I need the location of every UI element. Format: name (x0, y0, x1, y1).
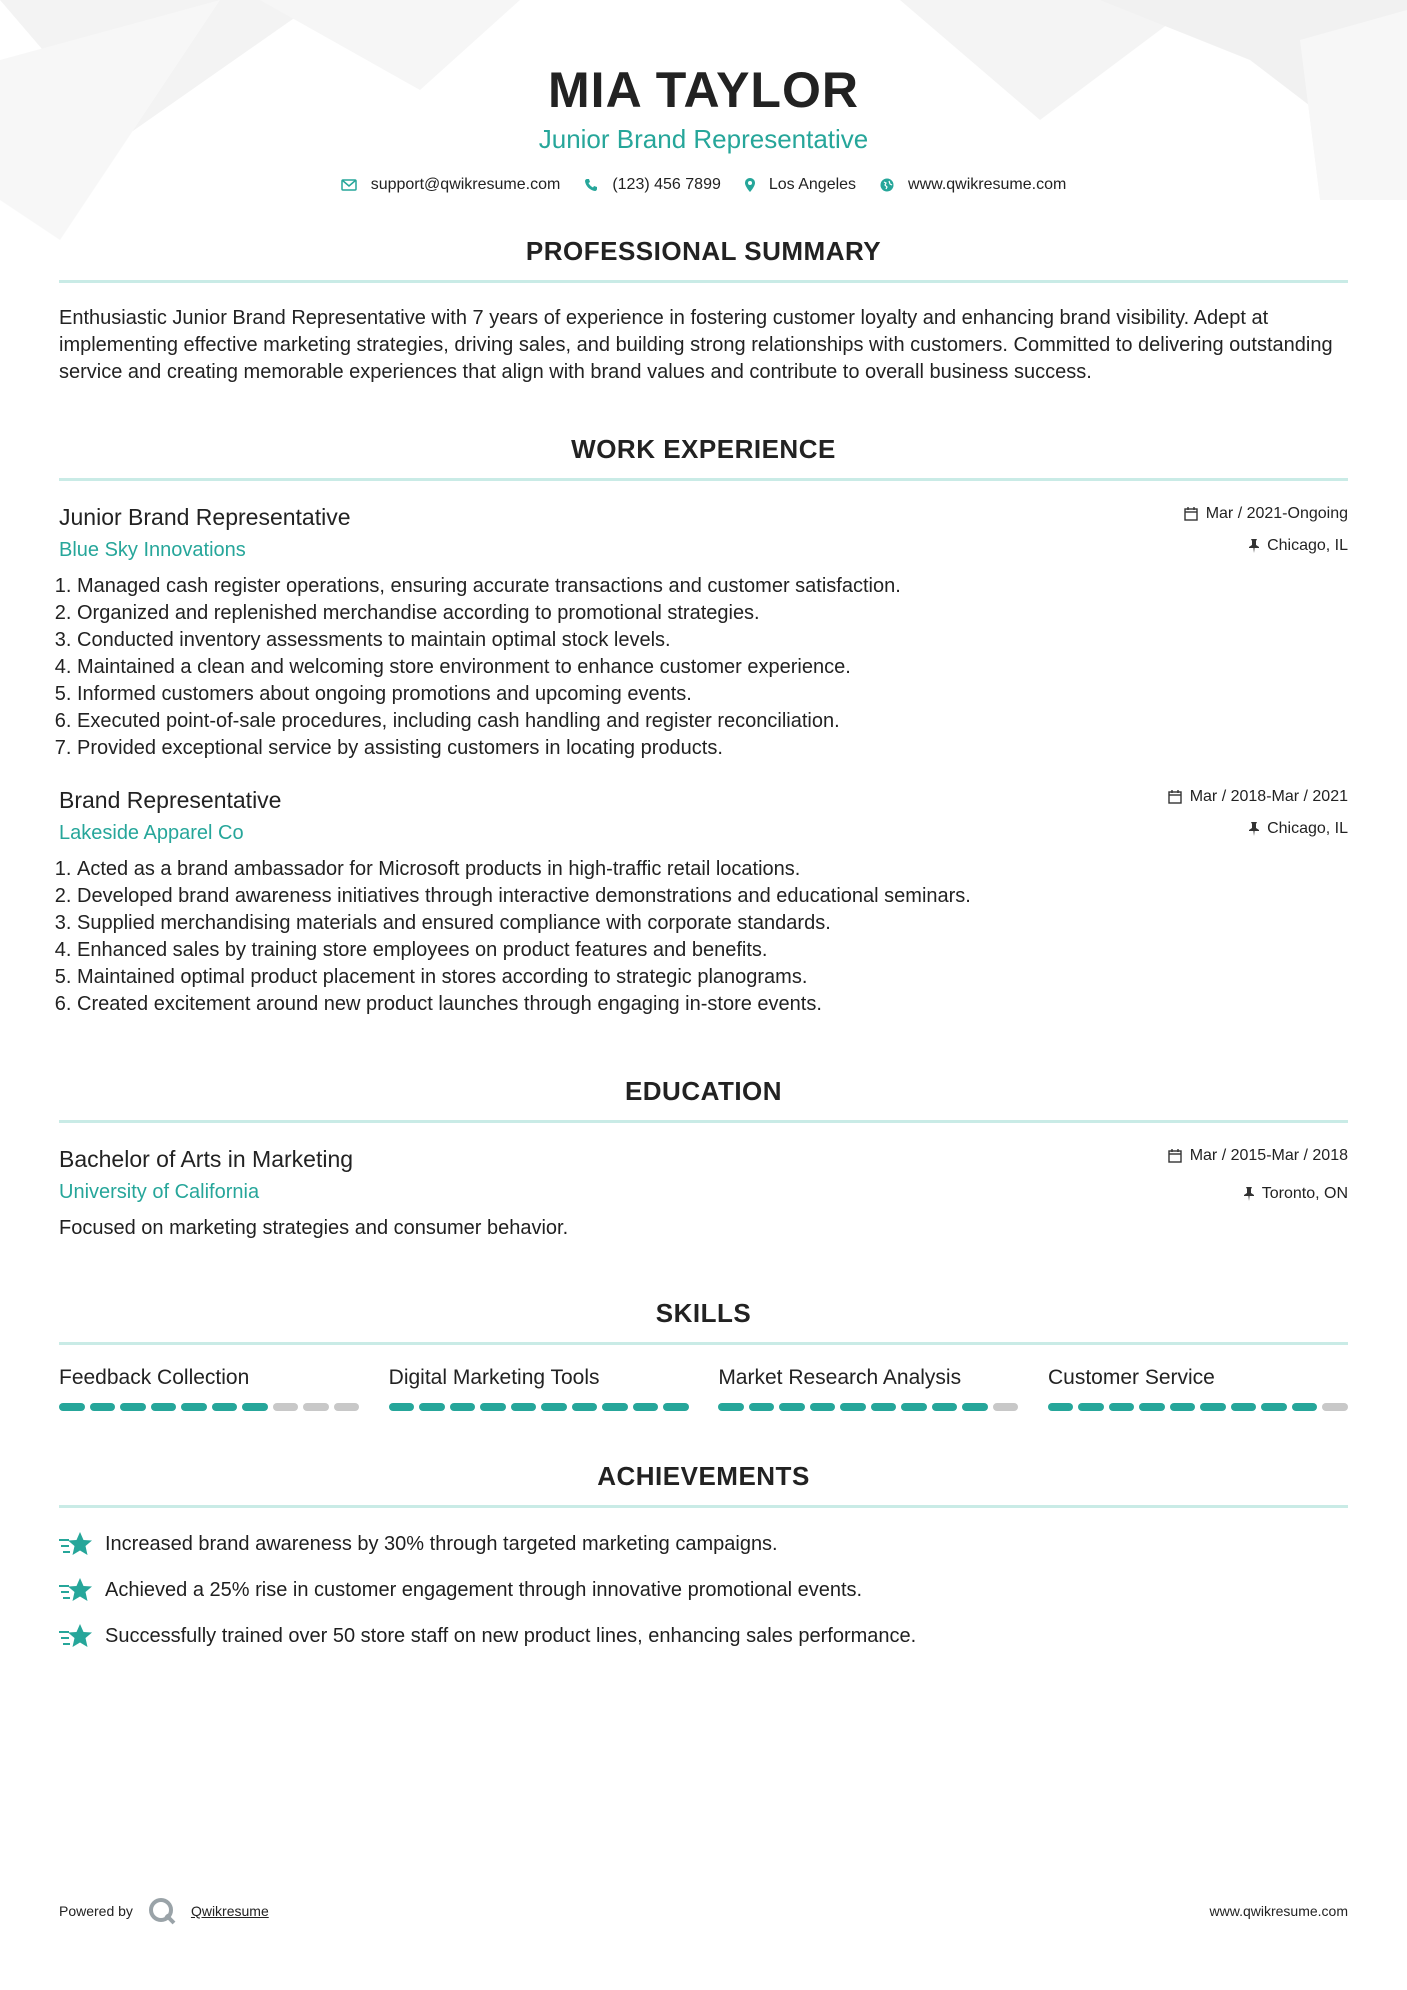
skills-grid (59, 1365, 1348, 1411)
skill-segment-filled (389, 1403, 415, 1411)
job-entry (59, 503, 1348, 762)
list-item: 4. Maintained a clean and welcoming store environment to enhance customer experience. (77, 654, 1348, 681)
list-item: 5. Informed customers about ongoing promotions and upcoming events. (77, 681, 1348, 708)
candidate-role: Junior Brand Representative (538, 124, 869, 154)
education-heading: EDUCATION (624, 1076, 783, 1106)
skill-segment-filled (840, 1403, 866, 1411)
skill-segment-filled (663, 1403, 689, 1411)
education-entry (59, 1145, 1348, 1242)
skill-segment-filled (1200, 1403, 1226, 1411)
job-dates: Mar / 2021-Ongoing (1205, 505, 1348, 522)
qwikresume-link[interactable]: Qwikresume (190, 1903, 269, 1919)
skill-segment-filled (1292, 1403, 1318, 1411)
pushpin-icon (1244, 1187, 1254, 1201)
achievements-section (59, 1461, 1348, 1650)
skill-segment-empty (993, 1403, 1019, 1411)
section-divider (59, 1120, 1348, 1123)
achievement-text: Increased brand awareness by 30% through targeted marketing campaigns. (105, 1532, 778, 1555)
star-icon (59, 1622, 93, 1650)
qwikresume-logo-icon (147, 1896, 177, 1926)
education-description: Focused on marketing strategies and consumer behavior. (59, 1217, 569, 1239)
company-name: Blue Sky Innovations (59, 539, 246, 561)
skill-segment-filled (602, 1403, 628, 1411)
job-title: Brand Representative (59, 787, 282, 813)
summary-text: Enthusiastic Junior Brand Representative with 7 years of experience in fostering customer loyalty and enhancing brand visibility. Adept at implementing effective marketing strategies, driving sales, and building strong relationships with customers. Committed to delivering outstanding service and creating memorable experiences that align with brand values and contribute to overall business success. (59, 307, 1333, 383)
skill-segment-filled (151, 1403, 177, 1411)
skill-segment-filled (718, 1403, 744, 1411)
skill-segment-filled (871, 1403, 897, 1411)
section-divider (59, 1505, 1348, 1508)
job-bullets (59, 573, 1348, 762)
skill-item (59, 1365, 359, 1411)
powered-by-label: Powered by (59, 1903, 133, 1919)
skill-segment-filled (633, 1403, 659, 1411)
list-item: 2. Developed brand awareness initiatives through interactive demonstrations and educational seminars. (77, 883, 1348, 910)
experience-section (59, 434, 1348, 1018)
envelope-icon (341, 179, 357, 191)
job-dates: Mar / 2018-Mar / 2021 (1189, 788, 1348, 805)
skill-rating (59, 1403, 359, 1411)
skill-segment-filled (419, 1403, 445, 1411)
job-bullets (59, 856, 1348, 1018)
skill-segment-filled (572, 1403, 598, 1411)
website-text: www.qwikresume.com (908, 176, 1067, 193)
list-item: 6. Executed point-of-sale procedures, including cash handling and register reconciliation. (77, 708, 1348, 735)
achievement-list (59, 1530, 1348, 1650)
skill-segment-filled (1139, 1403, 1165, 1411)
skill-item (389, 1365, 689, 1411)
skill-segment-filled (450, 1403, 476, 1411)
skill-segment-empty (303, 1403, 329, 1411)
contact-email[interactable] (341, 176, 561, 194)
skill-segment-filled (59, 1403, 85, 1411)
section-divider (59, 478, 1348, 481)
job-location: Chicago, IL (1267, 820, 1348, 837)
contact-location (745, 176, 856, 194)
contact-phone[interactable] (584, 176, 721, 194)
skill-segment-filled (212, 1403, 238, 1411)
map-pin-icon (745, 178, 755, 192)
experience-heading: WORK EXPERIENCE (571, 434, 836, 464)
skills-section (59, 1298, 1348, 1411)
list-item: 7. Provided exceptional service by assisting customers in locating products. (77, 735, 1348, 762)
skill-segment-filled (901, 1403, 927, 1411)
skill-rating (1048, 1403, 1348, 1411)
skill-segment-filled (779, 1403, 805, 1411)
achievement-item (59, 1576, 1348, 1604)
skill-segment-filled (962, 1403, 988, 1411)
skill-segment-filled (1109, 1403, 1135, 1411)
skill-item (1048, 1365, 1348, 1411)
skill-segment-filled (541, 1403, 567, 1411)
skills-heading: SKILLS (655, 1298, 752, 1328)
skill-segment-filled (1231, 1403, 1257, 1411)
job-title: Junior Brand Representative (59, 504, 351, 530)
calendar-icon (1184, 507, 1198, 521)
skill-segment-filled (242, 1403, 268, 1411)
skill-segment-filled (511, 1403, 537, 1411)
achievement-text: Achieved a 25% rise in customer engagement through innovative promotional events. (105, 1578, 863, 1601)
skill-segment-filled (480, 1403, 506, 1411)
skill-segment-filled (1170, 1403, 1196, 1411)
location-text: Los Angeles (768, 176, 857, 193)
powered-by (59, 1896, 269, 1926)
summary-heading: PROFESSIONAL SUMMARY (525, 236, 882, 266)
pushpin-icon (1249, 539, 1259, 553)
section-divider (59, 1342, 1348, 1345)
skill-rating (389, 1403, 689, 1411)
skill-name: Digital Marketing Tools (388, 1366, 600, 1389)
contact-bar (59, 176, 1348, 194)
skill-segment-filled (181, 1403, 207, 1411)
summary-section (59, 236, 1348, 386)
job-entry (59, 786, 1348, 1018)
skill-item (718, 1365, 1018, 1411)
skill-segment-filled (120, 1403, 146, 1411)
skill-name: Customer Service (1047, 1366, 1215, 1389)
education-location: Toronto, ON (1261, 1185, 1348, 1202)
resume-page (59, 0, 1348, 1650)
skill-rating (718, 1403, 1018, 1411)
list-item: 5. Maintained optimal product placement in stores according to strategic planograms. (77, 964, 1348, 991)
achievements-heading: ACHIEVEMENTS (597, 1461, 810, 1491)
skill-segment-filled (90, 1403, 116, 1411)
skill-segment-empty (334, 1403, 360, 1411)
education-dates: Mar / 2015-Mar / 2018 (1189, 1147, 1348, 1164)
email-text: support@qwikresume.com (370, 176, 561, 193)
skill-segment-filled (1078, 1403, 1104, 1411)
skill-segment-empty (273, 1403, 299, 1411)
contact-website[interactable] (880, 176, 1066, 194)
list-item: 3. Conducted inventory assessments to maintain optimal stock levels. (77, 627, 1348, 654)
pushpin-icon (1249, 822, 1259, 836)
page-footer (59, 1896, 1348, 1926)
globe-icon (880, 178, 894, 192)
skill-segment-filled (810, 1403, 836, 1411)
achievement-text: Successfully trained over 50 store staff on new product lines, enhancing sales performance. (105, 1624, 917, 1647)
degree-title: Bachelor of Arts in Marketing (59, 1146, 354, 1172)
phone-icon (584, 178, 598, 192)
skill-segment-filled (1261, 1403, 1287, 1411)
skill-segment-filled (932, 1403, 958, 1411)
candidate-name: MIA TAYLOR (548, 62, 859, 118)
skill-name: Market Research Analysis (718, 1366, 962, 1389)
list-item: 6. Created excitement around new product launches through engaging in-store events. (77, 991, 1348, 1018)
list-item: 2. Organized and replenished merchandise according to promotional strategies. (77, 600, 1348, 627)
list-item: 1. Acted as a brand ambassador for Microsoft products in high-traffic retail locations. (77, 856, 1348, 883)
skill-segment-filled (749, 1403, 775, 1411)
list-item: 4. Enhanced sales by training store employees on product features and benefits. (77, 937, 1348, 964)
achievement-item (59, 1530, 1348, 1558)
education-section (59, 1076, 1348, 1242)
list-item: 3. Supplied merchandising materials and ensured compliance with corporate standards. (77, 910, 1348, 937)
company-name: Lakeside Apparel Co (59, 822, 244, 844)
resume-header (59, 62, 1348, 194)
star-icon (59, 1576, 93, 1604)
skill-name: Feedback Collection (59, 1366, 250, 1389)
achievement-item (59, 1622, 1348, 1650)
skill-segment-filled (1048, 1403, 1074, 1411)
phone-text: (123) 456 7899 (612, 176, 721, 193)
section-divider (59, 280, 1348, 283)
star-icon (59, 1530, 93, 1558)
calendar-icon (1168, 790, 1182, 804)
school-name: University of California (59, 1181, 260, 1203)
skill-segment-empty (1322, 1403, 1348, 1411)
list-item: 1. Managed cash register operations, ensuring accurate transactions and customer satisfaction. (77, 573, 1348, 600)
footer-website[interactable]: www.qwikresume.com (1209, 1903, 1348, 1919)
calendar-icon (1168, 1149, 1182, 1163)
job-location: Chicago, IL (1267, 537, 1348, 554)
